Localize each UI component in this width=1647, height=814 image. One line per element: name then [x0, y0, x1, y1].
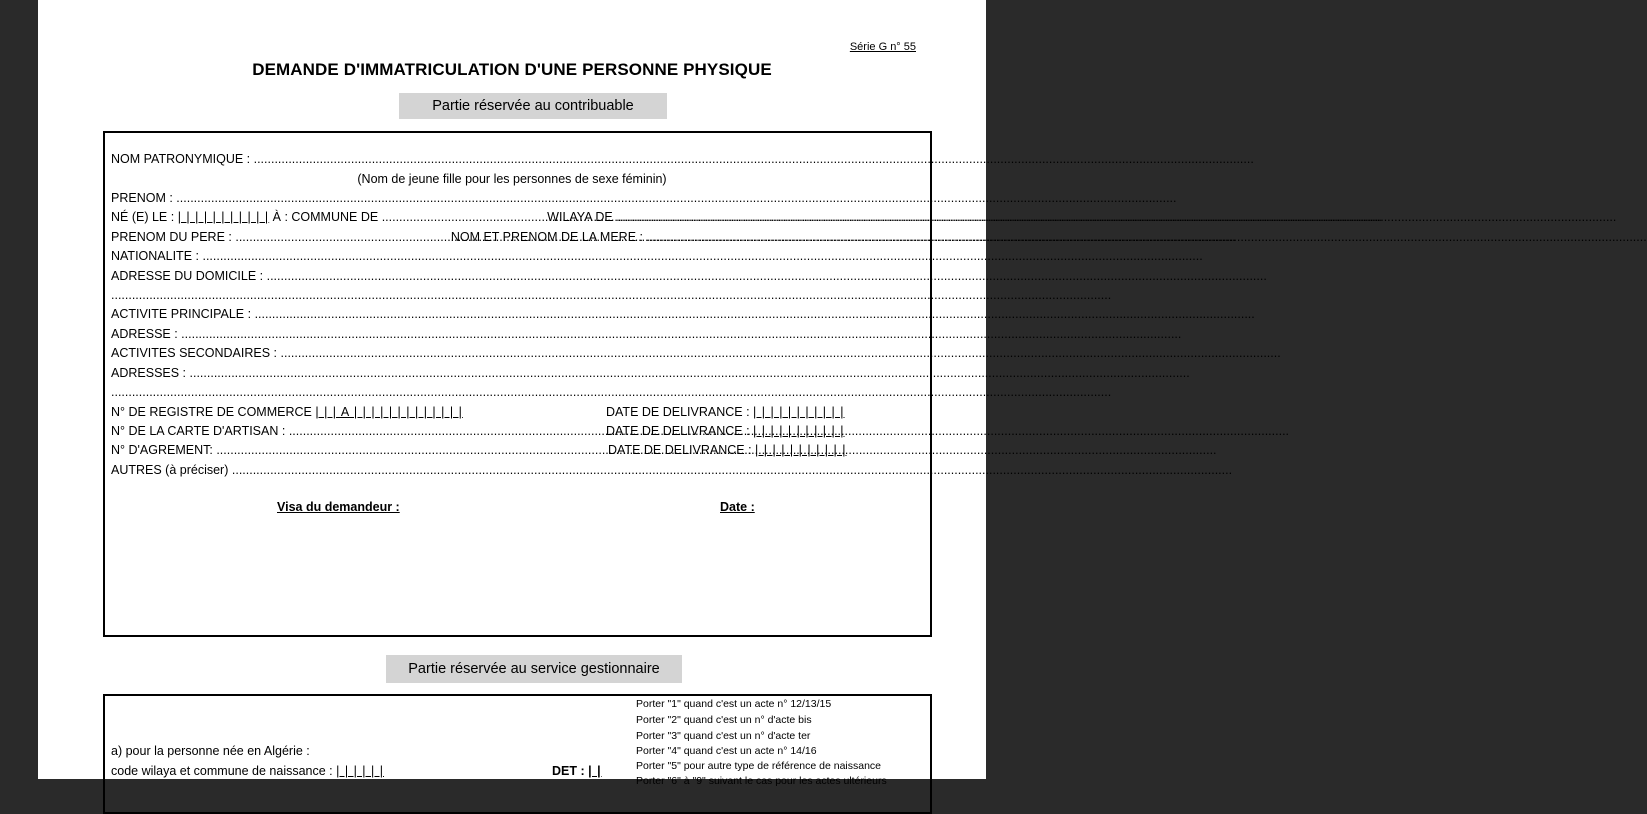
prenom-pere-label: PRENOM DU PERE :	[111, 230, 232, 244]
contribuable-box	[103, 131, 932, 637]
note-5: Porter "5" pour autre type de référence de naissance	[636, 760, 882, 772]
date-delivrance-boxes-3[interactable]: | | | | | | | | | | |	[755, 443, 847, 457]
field-prenom	[111, 191, 928, 206]
code-wilaya-label: code wilaya et commune de naissance :	[111, 764, 333, 778]
field-agrement	[111, 443, 568, 458]
field-parents	[111, 230, 914, 245]
det-boxes[interactable]: | |	[588, 764, 602, 778]
date-delivrance-boxes-1[interactable]: | | | | | | | | | | |	[753, 405, 845, 419]
prenom-line[interactable]	[176, 191, 928, 206]
date-delivrance-label-2: DATE DE DELIVRANCE :	[606, 424, 750, 438]
note-4: Porter "4" quand c'est un acte n° 14/16	[636, 745, 817, 757]
ne-le-label: NÉ (E) LE :	[111, 210, 175, 224]
field-nom	[111, 152, 914, 167]
field-carte-artisan	[111, 424, 583, 439]
date-delivrance-label-3: DATE DE DELIVRANCE :	[608, 443, 752, 457]
service-code-wilaya	[111, 764, 384, 779]
field-date-agrement	[608, 443, 847, 458]
commune-label: À : COMMUNE DE	[272, 210, 379, 224]
field-adresses-2	[111, 385, 931, 400]
nom-note: (Nom de jeune fille pour les personnes de sexe féminin)	[357, 172, 667, 186]
field-activites-secondaires	[111, 346, 933, 361]
field-activite-principale	[111, 307, 929, 322]
activite-principale-label: ACTIVITE PRINCIPALE :	[111, 307, 252, 321]
serie-number: Série G n° 55	[849, 41, 916, 53]
section-header-contribuable: Partie réservée au contribuable	[399, 93, 667, 119]
carte-artisan-line[interactable]	[289, 424, 583, 439]
autres-label: AUTRES (à préciser)	[111, 463, 229, 477]
service-line-a: a) pour la personne née en Algérie :	[111, 744, 310, 758]
nationalite-line[interactable]	[202, 249, 928, 264]
service-det	[552, 764, 602, 779]
wilaya-label: WILAYA DE	[547, 210, 613, 224]
page-title: DEMANDE D'IMMATRICULATION D'UNE PERSONNE PHYSIQUE	[252, 60, 772, 79]
adresses-label: ADRESSES :	[111, 366, 187, 380]
activite-principale-line[interactable]	[255, 307, 929, 322]
agrement-label: N° D'AGREMENT:	[111, 443, 213, 457]
field-naissance	[111, 210, 788, 225]
field-adresses	[111, 366, 934, 381]
nom-label: NOM PATRONYMIQUE :	[111, 152, 251, 166]
adresse-domicile-line[interactable]	[267, 269, 927, 284]
agrement-line[interactable]	[216, 443, 568, 458]
code-wilaya-boxes[interactable]: | | | | | |	[336, 764, 384, 778]
commune-line[interactable]	[382, 210, 544, 225]
visa-demandeur: Visa du demandeur :	[277, 500, 400, 514]
field-registre	[111, 405, 463, 420]
field-adresse-domicile-2	[111, 288, 931, 303]
document-page	[38, 0, 986, 787]
field-nationalite	[111, 249, 928, 264]
date-delivrance-boxes-2[interactable]: | | | | | | | | | | |	[753, 424, 845, 438]
registre-label: N° DE REGISTRE DE COMMERCE	[111, 405, 312, 419]
note-2: Porter "2" quand c'est un n° d'acte bis	[636, 714, 812, 726]
field-autres	[111, 463, 922, 478]
section-header-service: Partie réservée au service gestionnaire	[386, 655, 682, 683]
activites-secondaires-label: ACTIVITES SECONDAIRES :	[111, 346, 278, 360]
field-adresse-domicile	[111, 269, 927, 284]
carte-artisan-label: N° DE LA CARTE D'ARTISAN :	[111, 424, 286, 438]
note-3: Porter "3" quand c'est un n° d'acte ter	[636, 730, 811, 742]
date-delivrance-label-1: DATE DE DELIVRANCE :	[606, 405, 750, 419]
det-label: DET :	[552, 764, 585, 778]
adresse-line[interactable]	[181, 327, 935, 342]
nationalite-label: NATIONALITE :	[111, 249, 199, 263]
registre-boxes[interactable]: | | | A | | | | | | | | | | | | |	[315, 405, 463, 419]
note-6: Porter "6" à "9" suivant le cas pour les actes ultérieurs	[636, 775, 887, 787]
field-date-registre	[606, 405, 845, 420]
autres-line[interactable]	[232, 463, 922, 478]
activites-secondaires-line[interactable]	[281, 346, 933, 361]
nom-mere-line[interactable]	[646, 230, 914, 245]
prenom-label: PRENOM :	[111, 191, 173, 205]
wilaya-line[interactable]	[616, 210, 788, 225]
nom-line[interactable]	[254, 152, 914, 167]
date-label: Date :	[720, 500, 755, 514]
field-date-artisan	[606, 424, 845, 439]
adresse-domicile-label: ADRESSE DU DOMICILE :	[111, 269, 264, 283]
adresses-line-2[interactable]	[111, 385, 931, 400]
field-adresse	[111, 327, 935, 342]
adresse-domicile-line-2[interactable]	[111, 288, 931, 303]
ne-le-boxes[interactable]: | | | | | | | | | | |	[177, 210, 270, 224]
adresse-label: ADRESSE :	[111, 327, 178, 341]
nom-mere-label: NOM ET PRENOM DE LA MERE :	[450, 230, 643, 244]
adresses-line[interactable]	[190, 366, 934, 381]
prenom-pere-line[interactable]	[235, 230, 447, 245]
note-1: Porter "1" quand c'est un acte n° 12/13/15	[636, 698, 832, 710]
